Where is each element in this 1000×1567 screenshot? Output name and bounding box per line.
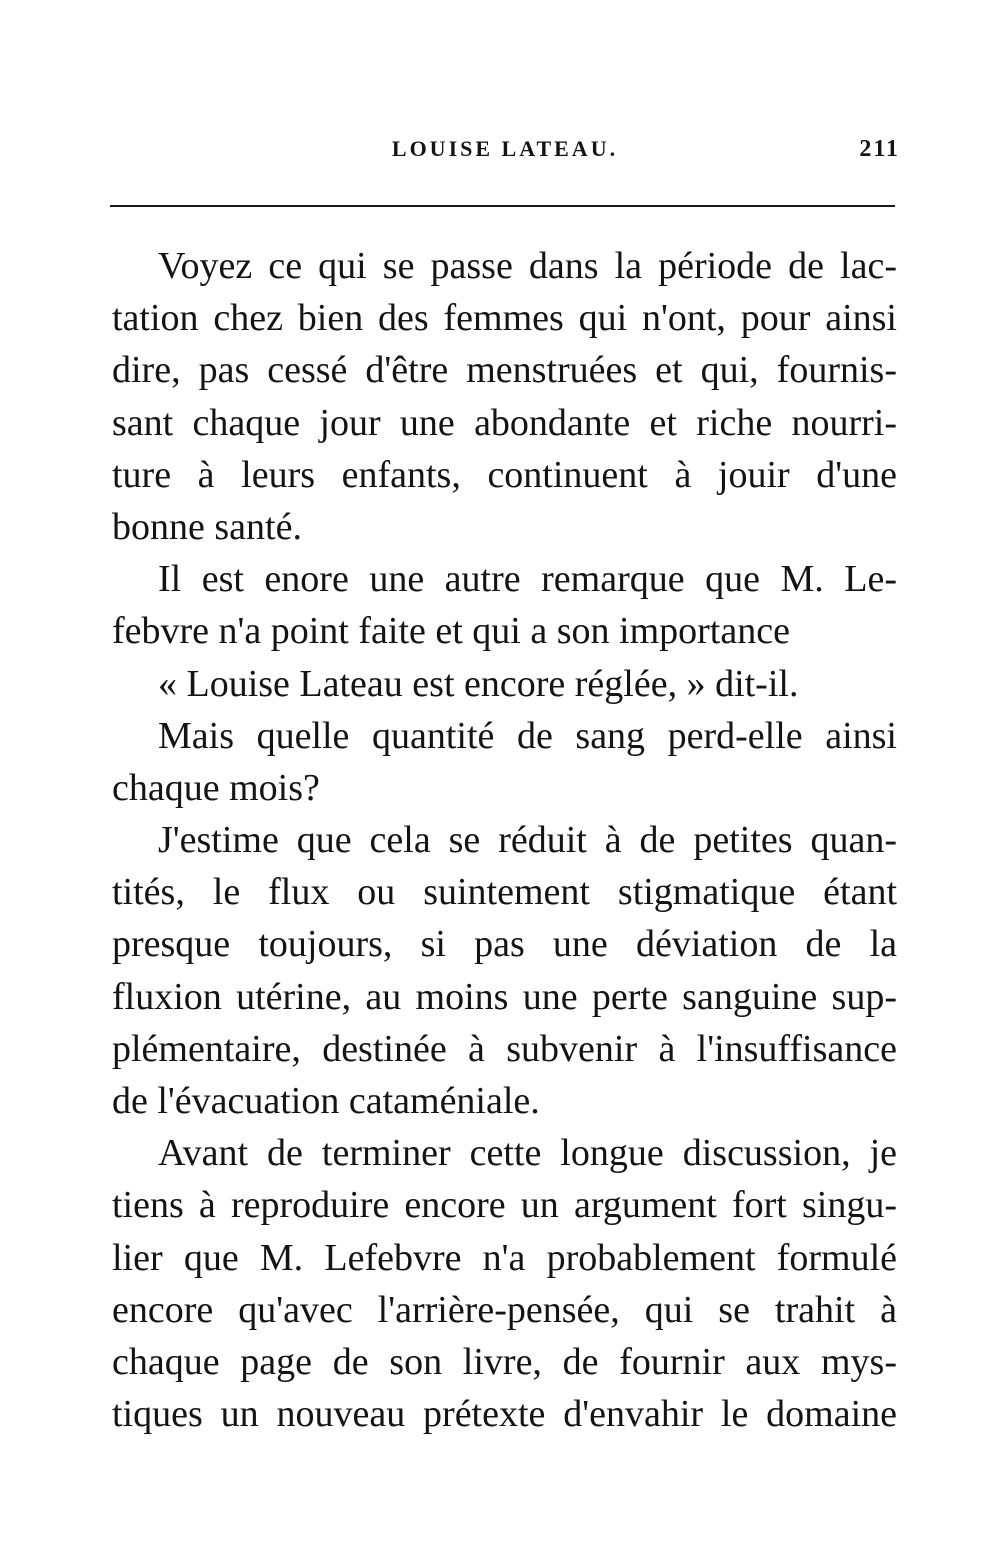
text-line: plémentaire, destinée à subvenir à l'insuffisance (112, 1027, 897, 1070)
text-line: « Louise Lateau est encore réglée, » dit-il. (158, 662, 799, 705)
text-line: febvre n'a point faite et qui a son importance (112, 610, 790, 653)
text-line: presque toujours, si pas une déviation de la (112, 923, 897, 966)
text-line: bonne santé. (112, 505, 302, 548)
text-line: Mais quelle quantité de sang perd-elle ainsi (158, 714, 897, 757)
text-line: tation chez bien des femmes qui n'ont, pour ainsi (112, 297, 897, 340)
text-line: sant chaque jour une abondante et riche nourri- (112, 401, 897, 444)
text-line: Il est enore une autre remarque que M. Le- (158, 558, 897, 601)
text-line: fluxion utérine, au moins une perte sanguine sup- (112, 975, 897, 1018)
text-line: J'estime que cela se réduit à de petites quan- (158, 819, 897, 862)
header-rule (110, 205, 895, 207)
text-line: lier que M. Lefebvre n'a probablement formulé (112, 1236, 897, 1279)
running-head (110, 136, 900, 168)
text-line: Avant de terminer cette longue discussion, je (158, 1132, 897, 1175)
text-line: tiques un nouveau prétexte d'envahir le domaine (112, 1393, 897, 1436)
text-line: Voyez ce qui se passe dans la période de lac- (158, 245, 897, 287)
text-line: tiens à reproduire encore un argument fort singu- (112, 1184, 897, 1227)
text-line: tités, le flux ou suintement stigmatique étant (112, 871, 897, 914)
text-line: encore qu'avec l'arrière-pensée, qui se trahit à (112, 1288, 897, 1331)
text-line: de l'évacuation cataméniale. (112, 1080, 540, 1122)
running-title: LOUISE LATEAU. (391, 136, 619, 161)
page-number: 211 (859, 136, 900, 162)
body-text (112, 240, 897, 1440)
text-line: chaque mois? (112, 766, 320, 809)
text-line: chaque page de son livre, de fournir aux mys- (112, 1340, 897, 1383)
text-line: ture à leurs enfants, continuent à jouir d'une (112, 453, 897, 496)
text-line: dire, pas cessé d'être menstruées et qui, fournis- (112, 349, 897, 392)
